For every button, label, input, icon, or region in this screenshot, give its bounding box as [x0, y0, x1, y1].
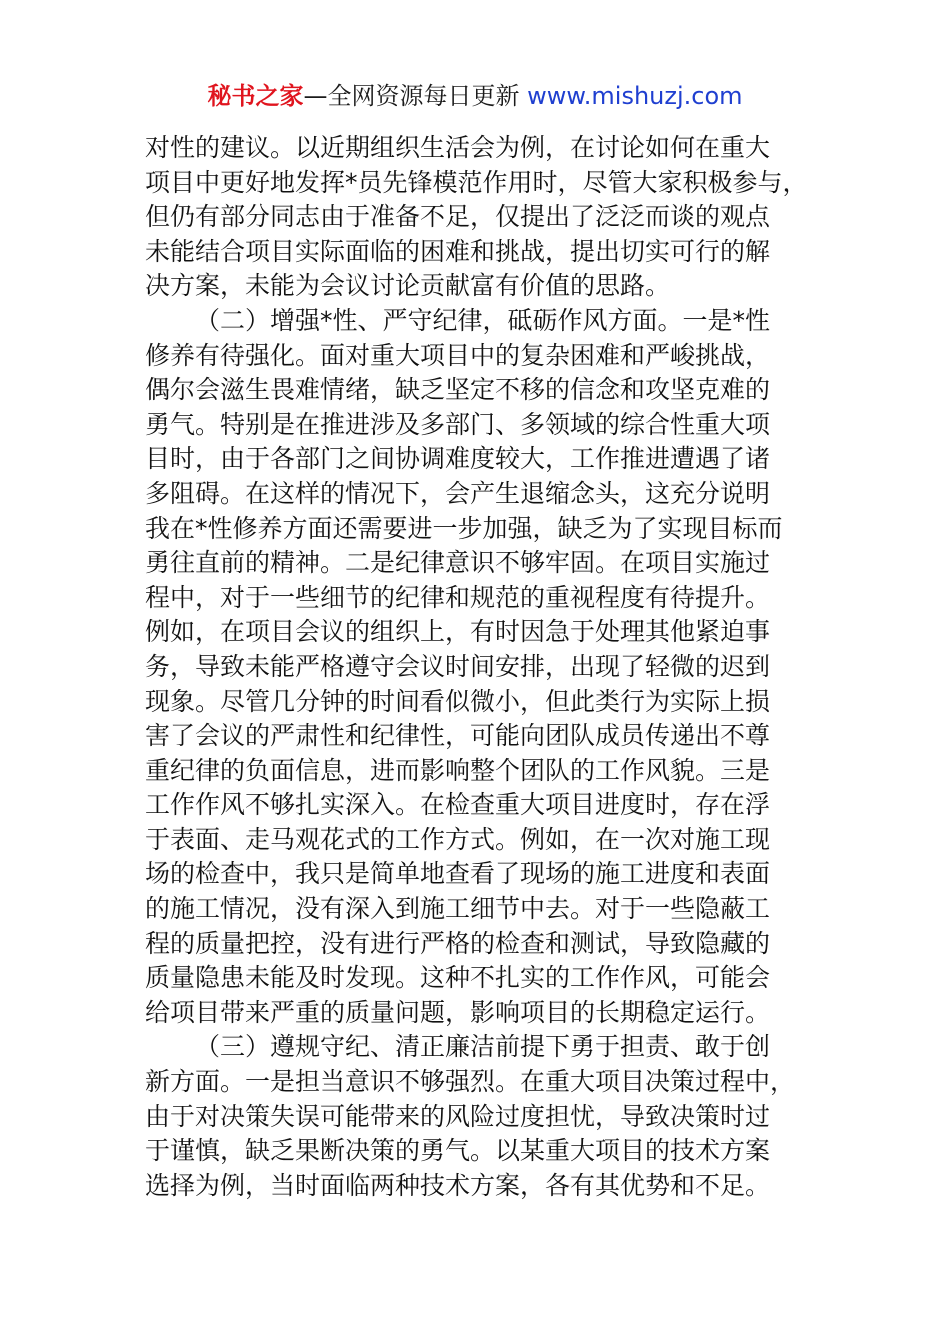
text-line: 但仍有部分同志由于准备不足，仅提出了泛泛而谈的观点 — [145, 202, 771, 232]
document-body — [145, 131, 835, 1203]
text-line: 程的质量把控，没有进行严格的检查和测试，导致隐藏的 — [145, 928, 771, 958]
site-brand: 秘书之家 — [207, 82, 304, 110]
text-line: 决方案，未能为会议讨论贡献富有价值的思路。 — [145, 271, 671, 301]
text-line: 我在*性修养方面还需要进一步加强，缺乏为了实现目标而 — [145, 513, 783, 543]
text-line: 于谨慎，缺乏果断决策的勇气。以某重大项目的技术方案 — [145, 1136, 771, 1166]
text-line: 场的检查中，我只是简单地查看了现场的施工进度和表面 — [145, 859, 771, 889]
text-line: 的施工情况，没有深入到施工细节中去。对于一些隐蔽工 — [145, 894, 771, 924]
text-line: 选择为例，当时面临两种技术方案，各有其优势和不足。 — [145, 1170, 771, 1200]
text-line: 偶尔会滋生畏难情绪，缺乏坚定不移的信念和攻坚克难的 — [145, 375, 771, 405]
site-header — [0, 80, 950, 112]
text-line: 务，导致未能严格遵守会议时间安排，出现了轻微的迟到 — [145, 651, 771, 681]
text-line: 目时，由于各部门之间协调难度较大，工作推进遭遇了诸 — [145, 444, 771, 474]
text-line: 现象。尽管几分钟的时间看似微小，但此类行为实际上损 — [145, 686, 771, 716]
text-line: 由于对决策失误可能带来的风险过度担忧，导致决策时过 — [145, 1101, 771, 1131]
text-line: 项目中更好地发挥*员先锋模范作用时，尽管大家积极参与， — [145, 167, 808, 197]
text-line: 多阻碍。在这样的情况下，会产生退缩念头，这充分说明 — [145, 478, 771, 508]
text-line: 例如，在项目会议的组织上，有时因急于处理其他紧迫事 — [145, 617, 771, 647]
text-line: 勇往直前的精神。二是纪律意识不够牢固。在项目实施过 — [145, 548, 771, 578]
text-line: 质量隐患未能及时发现。这种不扎实的工作作风，可能会 — [145, 963, 771, 993]
text-line: 对性的建议。以近期组织生活会为例，在讨论如何在重大 — [145, 133, 771, 162]
text-line: 于表面、走马观花式的工作方式。例如，在一次对施工现 — [145, 824, 771, 854]
text-line: 新方面。一是担当意识不够强烈。在重大项目决策过程中， — [145, 1067, 796, 1097]
text-line: 勇气。特别是在推进涉及多部门、多领域的综合性重大项 — [145, 409, 771, 439]
text-line: 程中，对于一些细节的纪律和规范的重视程度有待提升。 — [145, 582, 771, 612]
site-url-link[interactable]: www.mishuzj.com — [527, 82, 743, 110]
site-tagline: —全网资源每日更新 — [303, 82, 520, 110]
section-heading-3: （三）遵规守纪、清正廉洁前提下勇于担责、敢于创 — [195, 1032, 771, 1062]
text-line: 给项目带来严重的质量问题，影响项目的长期稳定运行。 — [145, 997, 771, 1027]
section-heading-2: （二）增强*性、严守纪律，砥砺作风方面。一是*性 — [195, 305, 771, 335]
text-line: 工作作风不够扎实深入。在检查重大项目进度时，存在浮 — [145, 790, 771, 820]
text-line: 修养有待强化。面对重大项目中的复杂困难和严峻挑战， — [145, 340, 771, 370]
text-line: 害了会议的严肃性和纪律性，可能向团队成员传递出不尊 — [145, 721, 771, 751]
text-line: 未能结合项目实际面临的困难和挑战，提出切实可行的解 — [145, 236, 771, 266]
text-line: 重纪律的负面信息，进而影响整个团队的工作风貌。三是 — [145, 755, 771, 785]
